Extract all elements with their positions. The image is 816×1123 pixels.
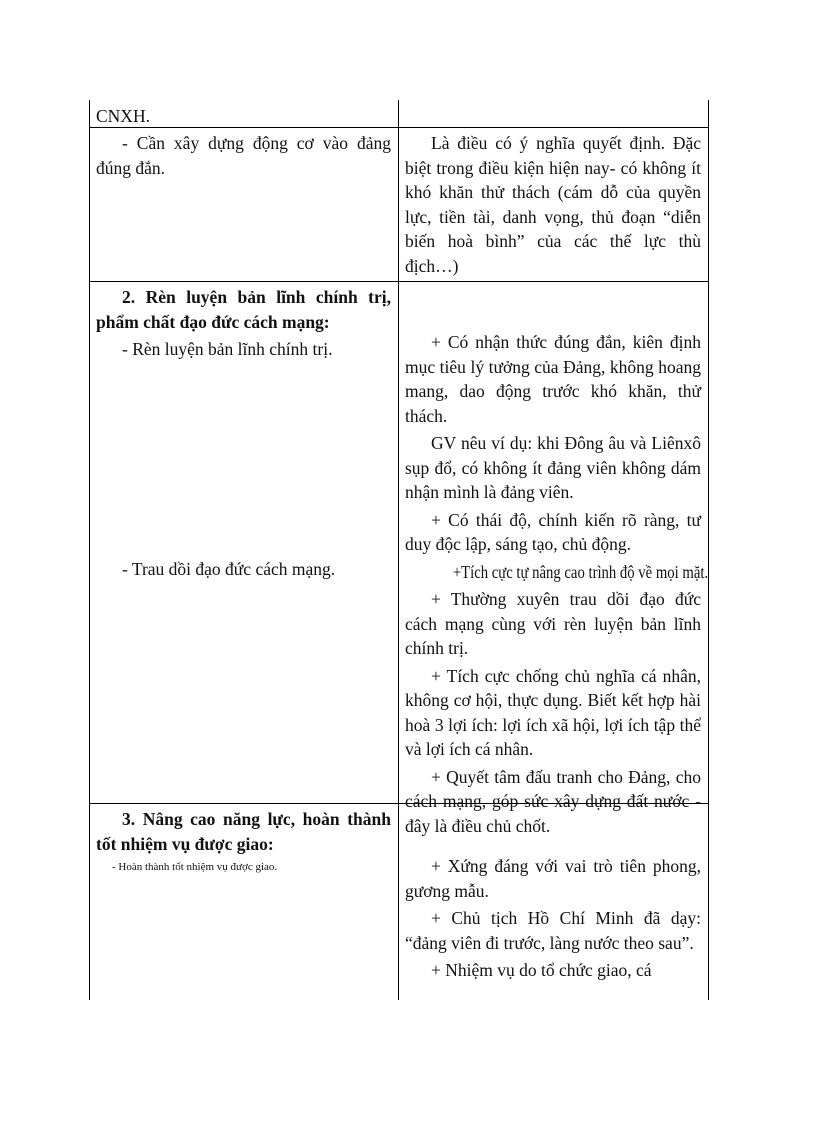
section3-paragraph: + Xứng đáng với vai trò tiên phong, gương mẫu.: [405, 856, 701, 901]
section2-paragraph: + Tích cực chống chủ nghĩa cá nhân, không cơ hội, thực dụng. Biết kết hợp hài hoà 3 lợi ích: lợi ích xã hội, lợi ích tập thể và lợi ích cá nhân.: [405, 665, 701, 759]
section2-paragraph: + Có nhận thức đúng đắn, kiên định mục tiêu lý tưởng của Đảng, không hoang mang, dao động trước khó khăn, thử thách.: [405, 332, 701, 426]
section2-condensed-line: +Tích cực tự nâng cao trình độ về mọi mặt.: [452, 561, 709, 582]
row2-left-text: - Cần xây dựng động cơ vào đảng đúng đắn.: [96, 133, 391, 178]
section3-paragraph: + Chủ tịch Hồ Chí Minh đã dạy: “đảng viên đi trước, làng nước theo sau”.: [405, 908, 701, 953]
table-left-border: [89, 100, 90, 1000]
section2-item-ethics-wrapper: [96, 557, 391, 582]
section3-right-column: [405, 854, 701, 983]
section2-heading: 2. Rèn luyện bản lĩnh chính trị, phẩm chất đạo đức cách mạng:: [96, 287, 391, 332]
section2-paragraph: + Có thái độ, chính kiến rõ ràng, tư duy độc lập, sáng tạo, chủ động.: [405, 509, 701, 554]
section2-paragraph: + Thường xuyên trau dồi đạo đức cách mạng cùng với rèn luyện bản lĩnh chính trị.: [405, 589, 701, 658]
table-row-divider: [89, 281, 709, 282]
section2-paragraph: GV nêu ví dụ: khi Đông âu và Liênxô sụp đổ, có không ít đảng viên không dám nhận mình là đảng viên.: [405, 433, 701, 502]
section2-paragraph: + Quyết tâm đấu tranh cho Đảng, cho cách mạng, góp sức xây dựng đất nước - đây là điều chủ chốt.: [405, 766, 701, 836]
section2-item-political: - Rèn luyện bản lĩnh chính trị.: [122, 339, 333, 359]
table-column-divider: [398, 100, 399, 1000]
section2-item-ethics: - Trau dồi đạo đức cách mạng.: [122, 559, 336, 579]
row1-left-text: CNXH.: [96, 106, 150, 126]
section3-heading: 3. Nâng cao năng lực, hoàn thành tốt nhiệm vụ được giao:: [96, 809, 391, 854]
section3-item-task: - Hoàn thành tốt nhiệm vụ được giao.: [112, 861, 278, 873]
table-right-border: [708, 100, 709, 1000]
section3-paragraph: + Nhiệm vụ do tổ chức giao, cá: [431, 960, 652, 980]
section3-item-wrapper: [112, 859, 392, 875]
section3-left-column: [96, 807, 391, 856]
row2-right-text: Là điều có ý nghĩa quyết định. Đặc biệt trong điều kiện hiện nay- có không ít khó khăn thử thách (cám dỗ của quyền lực, tiền tài, danh vọng, thủ đoạn “diễn biến hoà bình” của các thế lực thù địch…): [405, 133, 701, 276]
section2-left-column: [96, 285, 391, 362]
section2-right-column: [405, 330, 709, 838]
